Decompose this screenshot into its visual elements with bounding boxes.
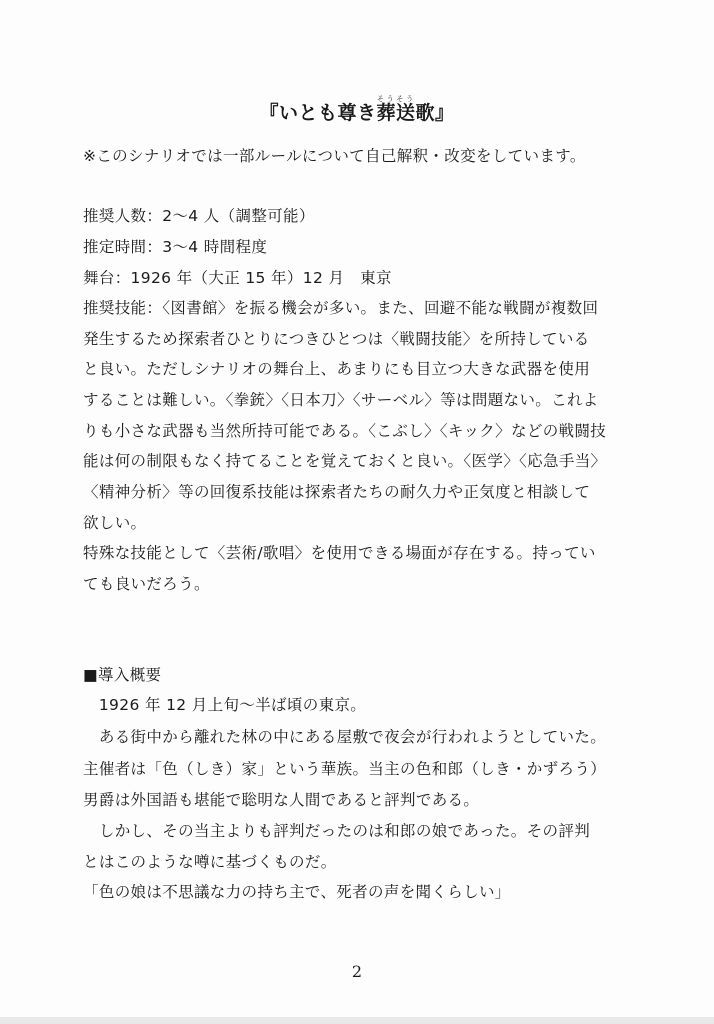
intro-line: 1926 年 12 月上旬～半ば頃の東京。 xyxy=(83,696,367,714)
skills-line: 推奨技能：〈図書館〉を振る機会が多い。また、回避不能な戦闘が複数回 xyxy=(83,299,599,317)
skills-line: ても良いだろう。 xyxy=(83,575,210,593)
intro-line: とはこのような噂に基づくものだ。 xyxy=(83,853,337,871)
skills-line: りも小さな武器も当然所持可能である。〈こぶし〉〈キック〉などの戦闘技 xyxy=(83,422,607,440)
page-number: 2 xyxy=(351,962,363,981)
intro-line: 主催者は「色（しき）家」という華族。当主の色和郎（しき・かずろう） xyxy=(83,760,607,778)
intro-line: しかし、その当主よりも評判だったのは和郎の娘であった。その評判 xyxy=(83,822,591,840)
title-bracket-open: 『 xyxy=(259,102,279,124)
intro-line: ある街中から離れた林の中にある屋敷で夜会が行われようとしていた。 xyxy=(83,728,607,746)
title-text-after-ruby: 歌 xyxy=(415,102,436,124)
intro-line: 男爵は外国語も堪能で聡明な人間であると評判である。 xyxy=(83,791,480,809)
skills-line: することは難しい。〈拳銃〉〈日本刀〉〈サーベル〉等は問題ない。これよ xyxy=(83,391,599,409)
skills-line: 特殊な技能として〈芸術/歌唱〉を使用できる場面が存在する。持ってい xyxy=(83,544,596,562)
skills-line: 能は何の制限もなく持てることを覚えておくと良い。〈医学〉〈応急手当〉 xyxy=(83,452,607,470)
info-players: 推奨人数：2～4 人（調整可能） xyxy=(83,207,315,225)
skills-line: 欲しい。 xyxy=(83,514,147,532)
intro-quote: 「色の娘は不思議な力の持ち主で、死者の声を聞くらしい」 xyxy=(83,883,511,901)
title-bracket-close: 』 xyxy=(435,102,455,124)
skills-line: と良い。ただしシナリオの舞台上、あまりにも目立つ大きな武器を使用 xyxy=(83,360,591,378)
title-text-before-ruby: いとも尊き xyxy=(278,102,377,124)
title-ruby-reading: そうそう xyxy=(376,95,416,103)
scenario-title xyxy=(0,95,714,125)
skills-line: 〈精神分析〉等の回復系技能は探索者たちの耐久力や正気度と相談して xyxy=(83,483,591,501)
info-time: 推定時間：3～4 時間程度 xyxy=(83,238,268,256)
title-ruby xyxy=(376,95,416,124)
info-setting: 舞台：1926 年（大正 15 年）12 月 東京 xyxy=(83,269,392,287)
disclaimer-note: ※このシナリオでは一部ルールについて自己解釈・改変をしています。 xyxy=(83,147,586,165)
skills-line: 発生するため探索者ひとりにつきひとつは〈戦闘技能〉を所持している xyxy=(83,330,590,348)
title-ruby-base: 葬送 xyxy=(376,102,416,124)
intro-heading: ■導入概要 xyxy=(83,666,162,684)
